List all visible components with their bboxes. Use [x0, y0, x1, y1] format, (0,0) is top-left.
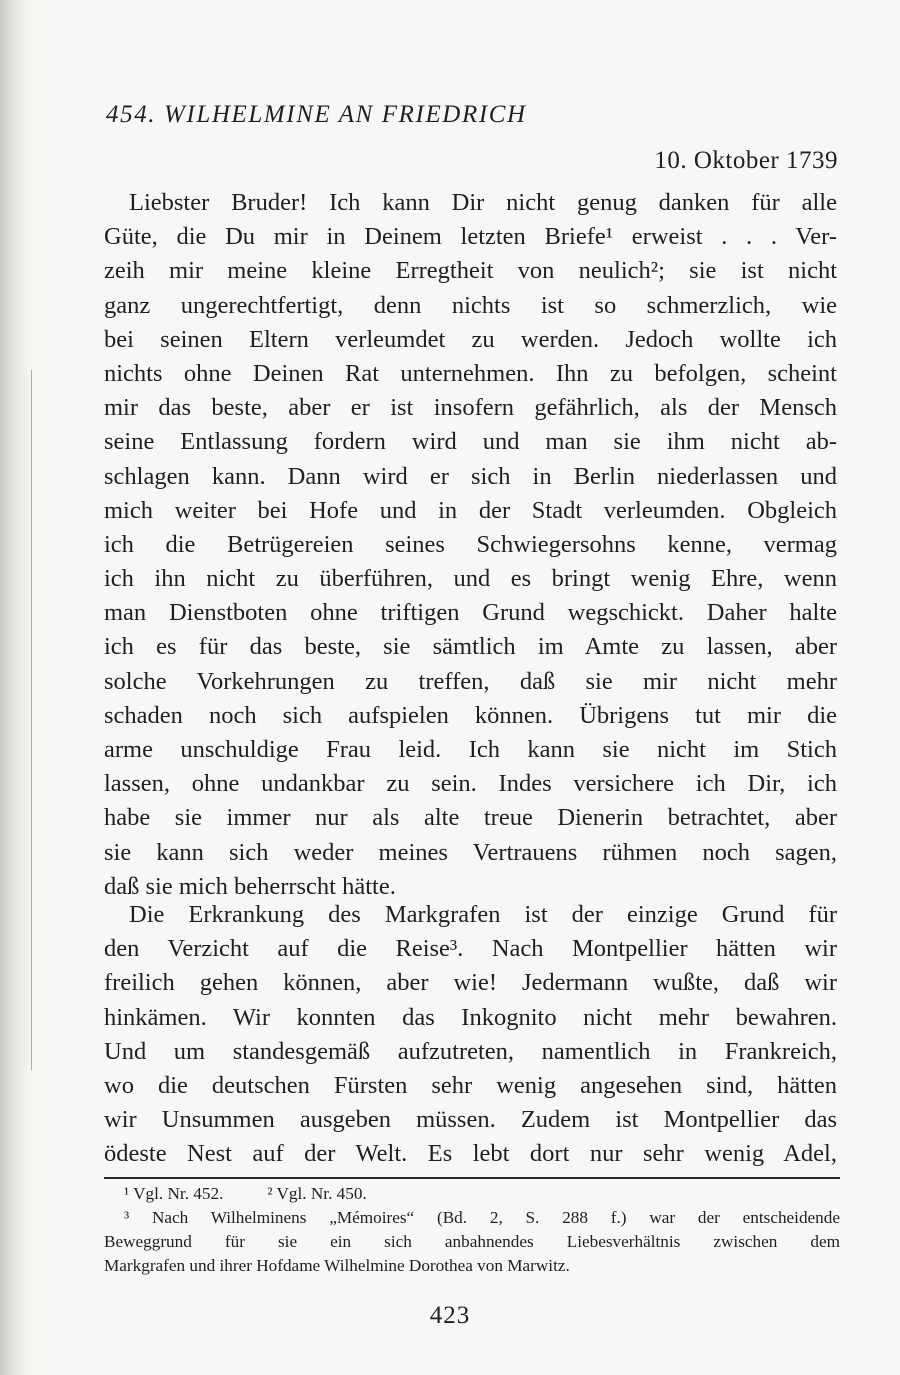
text-line: solche Vorkehrungen zu treffen, daß sie mir nicht mehr	[104, 667, 837, 695]
text-line: seine Entlassung fordern wird und man sie ihm nicht ab-	[104, 428, 837, 456]
text-line: mich weiter bei Hofe und in der Stadt verleumden. Obgleich	[104, 496, 837, 524]
footnote-2: ² Vgl. Nr. 450.	[267, 1184, 367, 1203]
footnote-divider	[104, 1177, 840, 1179]
footnote-3-line: Beweggrund für sie ein sich anbahnendes Liebesverhältnis zwischen dem	[104, 1232, 840, 1251]
text-line: sie kann sich weder meines Vertrauens rühmen noch sagen,	[104, 838, 837, 866]
text-line: habe sie immer nur als alte treue Dienerin betrachtet, aber	[104, 804, 837, 832]
text-line: ich es für das beste, sie sämtlich im Amte zu lassen, aber	[104, 633, 837, 661]
page-gutter-line	[31, 370, 32, 1070]
footnote-1: ¹ Vgl. Nr. 452.	[124, 1184, 224, 1203]
footnote-3-line: ³ Nach Wilhelminens „Mémoires“ (Bd. 2, S. 288 f.) war der entscheidende	[124, 1208, 840, 1227]
paragraph-2	[104, 898, 837, 1172]
text-line: lassen, ohne undankbar zu sein. Indes versichere ich Dir, ich	[104, 770, 837, 798]
text-line: wir Unsummen ausgeben müssen. Zudem ist Montpellier das	[104, 1106, 837, 1134]
text-line: hinkämen. Wir konnten das Inkognito nicht mehr bewahren.	[104, 1003, 837, 1031]
text-line: bei seinen Eltern verleumdet zu werden. Jedoch wollte ich	[104, 325, 837, 353]
text-line: arme unschuldige Frau leid. Ich kann sie nicht im Stich	[104, 736, 837, 763]
text-line: ich ihn nicht zu überführen, und es bringt wenig Ehre, wenn	[104, 565, 837, 593]
text-line: Liebster Bruder! Ich kann Dir nicht genug danken für alle	[129, 189, 837, 216]
letter-heading: 454. WILHELMINE AN FRIEDRICH	[106, 101, 527, 128]
text-line: den Verzicht auf die Reise³. Nach Montpellier hätten wir	[104, 935, 837, 963]
letter-date: 10. Oktober 1739	[654, 147, 838, 174]
text-line: mir das beste, aber er ist insofern gefährlich, als der Mensch	[104, 394, 837, 422]
text-line: ödeste Nest auf der Welt. Es lebt dort nur sehr wenig Adel,	[104, 1140, 837, 1168]
text-line: Und um standesgemäß aufzutreten, namentlich in Frankreich,	[104, 1037, 837, 1065]
page-number: 423	[429, 1302, 471, 1329]
text-line: freilich gehen können, aber wie! Jedermann wußte, daß wir	[104, 969, 837, 997]
text-line: nichts ohne Deinen Rat unternehmen. Ihn zu befolgen, scheint	[104, 359, 837, 387]
text-line: ganz ungerechtfertigt, denn nichts ist so schmerzlich, wie	[104, 291, 837, 319]
footnote-line	[104, 1182, 840, 1206]
paragraph-1	[104, 186, 837, 904]
text-line: Die Erkrankung des Markgrafen ist der einzige Grund für	[129, 901, 837, 928]
text-line: daß sie mich beherrscht hätte.	[104, 872, 396, 900]
text-line: man Dienstboten ohne triftigen Grund wegschickt. Daher halte	[104, 599, 837, 627]
text-line: Güte, die Du mir in Deinem letzten Briefe¹ erweist . . . Ver-	[104, 223, 837, 251]
text-line: ich die Betrügereien seines Schwiegersohns kenne, vermag	[104, 530, 837, 558]
text-line: schlagen kann. Dann wird er sich in Berlin niederlassen und	[104, 462, 837, 490]
text-line: zeih mir meine kleine Erregtheit von neulich²; sie ist nicht	[104, 257, 837, 285]
footnotes	[104, 1182, 840, 1278]
text-line: schaden noch sich aufspielen können. Übrigens tut mir die	[104, 701, 837, 729]
footnote-3-line: Markgrafen und ihrer Hofdame Wilhelmine Dorothea von Marwitz.	[104, 1256, 570, 1275]
text-line: wo die deutschen Fürsten sehr wenig angesehen sind, hätten	[104, 1071, 837, 1099]
